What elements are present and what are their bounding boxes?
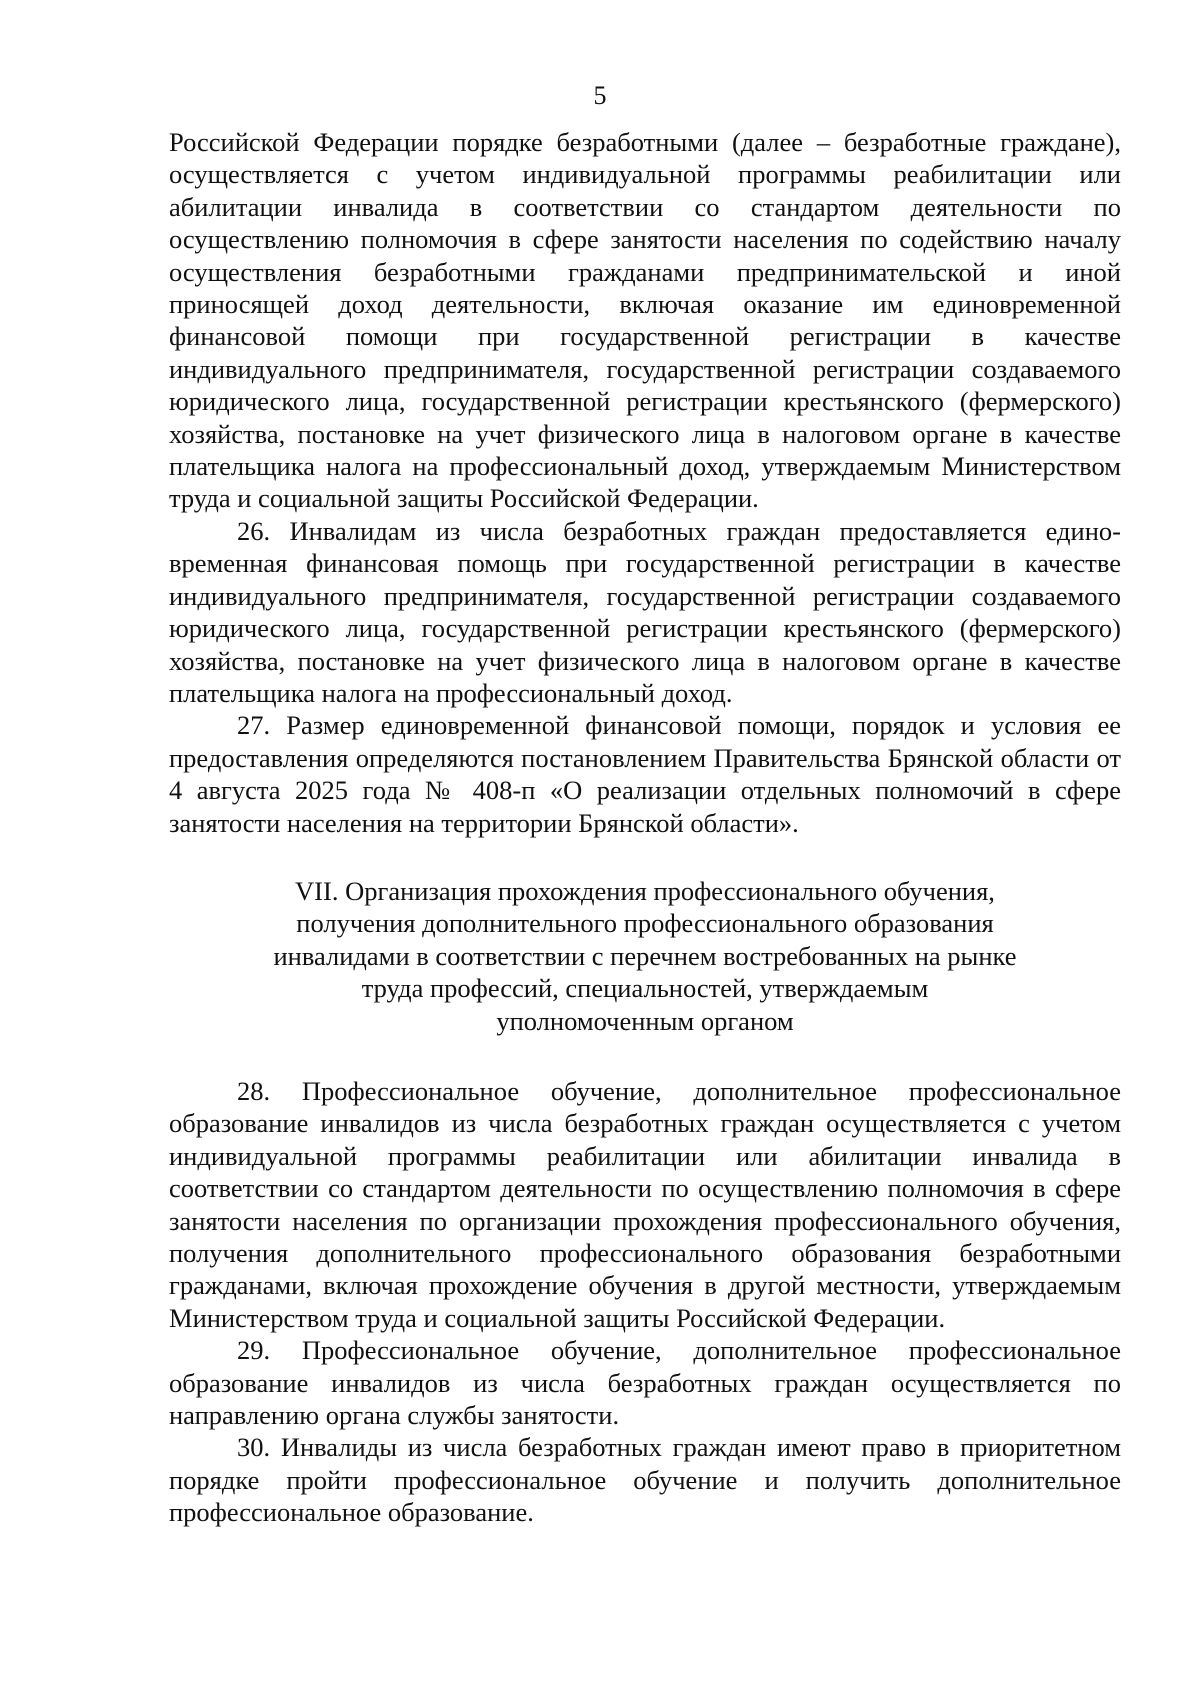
paragraph-25-continuation: Российской Федерации порядке безработными (далее – безработные граждане), осуществляется с учетом индивидуальной программы реабилитации или абилитации инвалида в соответствии со стандартом деятельности по осуществлению полномочия в сфере занятости населения по содействию началу осуществления безработными гражданами предпринимательской и иной приносящей доход деятельности, включая оказание им единовременной финансовой помощи при государственной регистрации в качестве индивидуального предпринимателя, государственной регистрации создаваемого юридического лица, государственной регистрации крестьянского (фермерского) хозяйства, постановке на учет физического лица в налоговом органе в качестве плательщика налога на профессиональный доход, утверждаемым Министерством труда и социальной защиты Российской Федерации. (169, 127, 1121, 514)
paragraph-30: 30. Инвалиды из числа безработных граждан имеют право в приоритетном порядке пройти профессиональное обучение и получить дополнительное профессиональное образование. (169, 1432, 1121, 1528)
section-heading-line: инвалидами в соответствии с перечнем востребованных на рынке (273, 940, 1017, 971)
section-heading-line: получения дополнительного профессионального образования (296, 908, 994, 939)
paragraph-29: 29. Профессиональное обучение, дополнительное профессиональное образование инвалидов из числа безработных граждан осуществляется по направлению органа службы занятости. (169, 1335, 1121, 1431)
section-heading-vii (169, 875, 1121, 1037)
section-heading-line: труда профессий, специальностей, утверждаемым (361, 973, 929, 1004)
section-heading-line: уполномоченным органом (496, 1005, 794, 1036)
paragraph-26: 26. Инвалидам из числа безработных граждан предоставляется единовременная финансовая помощь при государственной регистрации в качестве индивидуального предпринимателя, государственной регистрации создаваемого юридического лица, государственной регистрации крестьянского (фермерского) хозяйства, постановке на учет физического лица в налоговом органе в качестве плательщика налога на профессиональный доход. (169, 515, 1121, 708)
section-heading-line: VII. Организация прохождения профессионального обучения, (295, 875, 995, 906)
paragraph-27: 27. Размер единовременной финансовой помощи, порядок и условия ее предоставления определяются постановлением Правительства Брянской области от 4 августа 2025 года № 408-п «О реализации отдельных полномочий в сфере занятости населения на территории Брянской области». (169, 710, 1121, 838)
document-body (169, 126, 1121, 1529)
paragraph-28: 28. Профессиональное обучение, дополнительное профессиональное образование инвалидов из числа безработных граждан осуществляется с учетом индивидуальной программы реабилитации или абилитации инвалида в соответствии со стандартом деятельности по осуществлению полномочия в сфере занятости населения по организации прохождения профессионального обучения, получения дополнительного профессионального образования безработными гражданами, включая прохождение обучения в другой местности, утверждаемым Министерством труда и социальной защиты Российской Федерации. (169, 1075, 1121, 1333)
page-number: 5 (593, 81, 607, 110)
